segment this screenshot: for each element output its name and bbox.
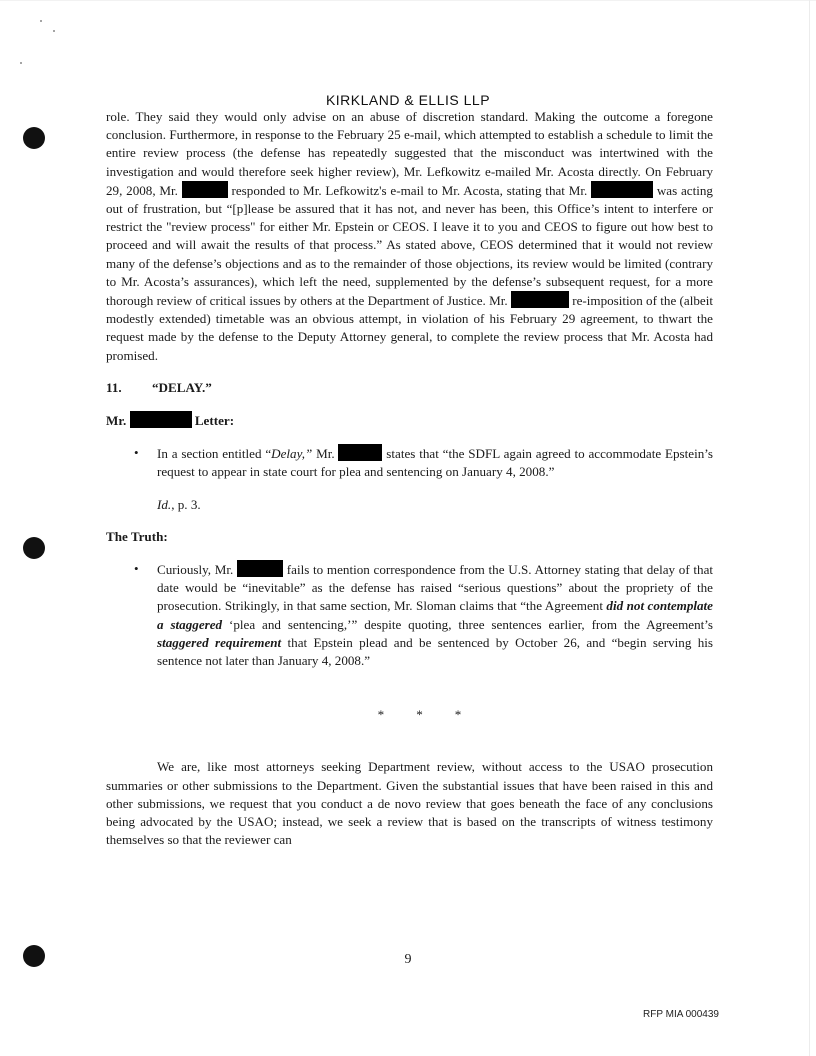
citation (106, 496, 713, 514)
truth-bullet-item (157, 560, 713, 670)
redaction-block (237, 560, 283, 577)
section-number: 11. (106, 379, 122, 395)
continuation-text-2: responded to Mr. Lefkowitz's e-mail to Mr. Acosta, stating that Mr. (231, 182, 588, 198)
redaction-block (511, 291, 569, 308)
section-title: “DELAY.” (152, 379, 212, 395)
asterisk: * (377, 707, 385, 723)
truth-bullet-text-2: fails to mention correspondence from the U.S. Attorney stating that delay of that date would be “inevitable” as the defense has raised “serious questions” about the propriety of the prosecution. Strikingly, in that same section, Mr. Sloman claims that “the Agreement (157, 562, 714, 614)
truth-bullet-emphasis-1: did not contemplate a staggered (157, 598, 713, 632)
truth-label: The Truth: (106, 528, 168, 544)
letter-bullet-text-1: In a section entitled “ (157, 446, 272, 462)
truth-bullet-list (106, 560, 713, 670)
scan-speck (20, 62, 22, 64)
letterhead: KIRKLAND & ELLIS LLP (325, 92, 491, 108)
citation-page: , p. 3. (171, 496, 201, 512)
letter-bullet-item (157, 444, 713, 481)
page-edge-right (809, 0, 810, 1056)
document-body (106, 108, 713, 850)
page-edge-top (0, 0, 816, 1)
redaction-block (130, 411, 192, 428)
letter-bullet-text-2: Mr. (312, 446, 335, 462)
scan-speck (53, 30, 55, 32)
letter-label-suffix: Letter: (194, 413, 235, 429)
letter-bullet-italic: Delay,” (271, 446, 313, 462)
closing-paragraph: We are, like most attorneys seeking Department review, without access to the USAO prosecution summaries or other submissions to the Department. Given the substantial issues that have been raised in this and other submissions, we request that you conduct a de novo review that goes beneath the face of any conclusions being advocated by the USAO; instead, we seek a review that is based on the transcripts of witness testimony themselves so that the reviewer can (106, 759, 713, 848)
continuation-text-3: was acting out of frustration, but “[p]lease be assured that it has not, and never has been, this Office’s intent to interfere or restrict the "review process" for either Mr. Epstein or CEOS. I leave it to you and CEOS to figure out how best to proceed and will await the results of that process.” As stated above, CEOS determined that it would not review many of the defense’s objections and as to the remainder of those objections, its review would be limited (contrary to Mr. Acosta’s assurances), which left the need, supplemented by the defense’s subsequent request, for a more thorough review of critical issues by others at the Department of Justice. Mr. (106, 182, 713, 309)
truth-bullet-text-3: ‘plea and sentencing,’” despite quoting, three sentences earlier, from the Agreement’s (222, 616, 713, 632)
letter-bullet-list (106, 444, 713, 481)
scan-speck (40, 20, 42, 22)
asterisk: * (454, 707, 462, 723)
punch-hole-middle (23, 537, 45, 559)
continuation-text-4: re-imposition of the (albeit modestly extended) timetable was an obvious attempt, in violation of his February 29 agreement, to thwart the request made by the defense to the Deputy Attorney general, to complete the review process that Mr. Acosta had promised. (106, 293, 713, 363)
continuation-paragraph (106, 108, 713, 365)
section-break (106, 706, 713, 724)
punch-hole-top (23, 127, 45, 149)
redaction-block (338, 444, 382, 461)
continuation-text-1: role. They said they would only advise on an abuse of discretion standard. Making the outcome a foregone conclusion. Furthermore, in response to the February 25 e-mail, which attempted to establish a schedule to limit the entire review process (the defense has repeatedly suggested that the misconduct was intertwined with the investigation and would therefore seek higher review), Mr. Lefkowitz e-mailed Mr. Acosta directly. On February 29, 2008, Mr. (106, 109, 713, 198)
letter-label-prefix: Mr. (106, 413, 127, 429)
page-number: 9 (404, 952, 412, 967)
truth-bullet-text-4: that Epstein plead and be sentenced by October 26, and “begin serving his sentence not later than January 4, 2008.” (157, 634, 713, 669)
letter-label (106, 411, 713, 430)
redaction-block (182, 181, 228, 198)
truth-bullet-emphasis-2: staggered requirement (157, 634, 282, 650)
redaction-block (591, 181, 653, 198)
bates-number: RFP MIA 000439 (643, 1009, 719, 1020)
citation-id: Id. (157, 496, 172, 512)
section-heading (106, 379, 713, 397)
truth-bullet-text-1: Curiously, Mr. (157, 562, 234, 578)
letter-bullet-text-3: states that “the SDFL again agreed to accommodate Epstein’s request to appear in state court for plea and sentencing on January 4, 2008.” (157, 446, 714, 480)
asterisk: * (416, 707, 423, 723)
